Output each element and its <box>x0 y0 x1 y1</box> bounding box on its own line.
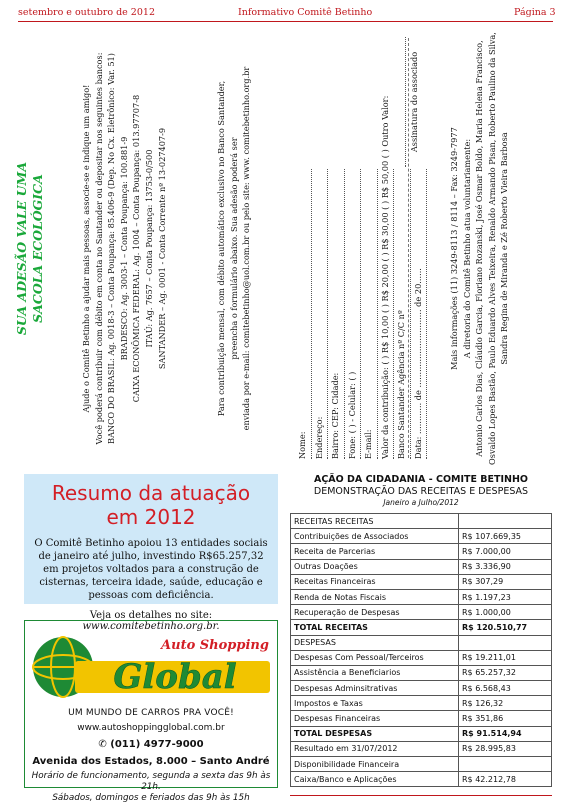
debit-line: Para contribuição mensal, com débito automático exclusivo no Banco Santander, <box>216 80 226 417</box>
slogan <box>14 30 46 467</box>
row-value: R$ 42.212,78 <box>459 772 552 787</box>
table-row <box>291 605 552 620</box>
table-row <box>291 589 552 604</box>
slogan-line-1: SUA ADESÃO VALE UMA <box>14 161 29 336</box>
email-field[interactable]: E-mail: <box>361 169 378 459</box>
row-value: R$ 1.000,00 <box>459 605 552 620</box>
row-label: DESPESAS <box>291 635 459 650</box>
row-value: R$ 1.197,23 <box>459 589 552 604</box>
brand-main: Global <box>113 657 237 697</box>
row-value <box>459 514 552 529</box>
row-label: Recuperação de Despesas <box>291 605 459 620</box>
adhesion-form-rotated <box>10 30 558 467</box>
statement-period: Janeiro a Julho/2012 <box>383 498 459 507</box>
bank-line: ITAÚ: Ag. 7657 – Conta Poupança: 13753-0/500 <box>143 149 154 348</box>
issue-date: setembro e outubro de 2012 <box>18 7 155 18</box>
debit-info <box>215 30 253 467</box>
row-label: Despesas Com Pessoal/Terceiros <box>291 650 459 665</box>
site-link[interactable]: www.comitebetinho.org.br. <box>82 621 220 632</box>
row-label: Outras Doações <box>291 559 459 574</box>
row-value <box>459 757 552 772</box>
row-value: R$ 120.510,77 <box>459 620 552 635</box>
slogan-line-2: SACOLA ECOLÓGICA <box>30 174 45 323</box>
row-label: Despesas Adminsitrativas <box>291 681 459 696</box>
row-value: R$ 107.669,35 <box>459 529 552 544</box>
adhesion-form-panel <box>10 30 558 467</box>
intro-line: Você poderá contribuir com débito em conta no Santander ou depositar nos seguintes bancos: <box>93 52 104 445</box>
contact-line: Sandra Regina de Miranda e Zé Roberto Vieira Barbosa <box>499 132 510 365</box>
table-row <box>291 620 552 635</box>
row-label: Despesas Financeiras <box>291 711 459 726</box>
table-row <box>291 741 552 756</box>
row-label: Receita de Parcerias <box>291 544 459 559</box>
table-row <box>291 514 552 529</box>
contact-line: Antonio Carlos Dias, Cláudio Garcia, Floriano Rozanski, José Osmar Boldo, Maria Helena Francisco, <box>474 40 485 457</box>
row-value: R$ 7.000,00 <box>459 544 552 559</box>
row-value: R$ 91.514,94 <box>459 726 552 741</box>
contact-line: A diretoria do Comitê Betinho atua voluntariamente: <box>461 138 472 359</box>
ad-url[interactable]: www.autoshoppingglobal.com.br <box>77 723 225 733</box>
cut-line <box>408 38 409 458</box>
row-label: RECEITAS RECEITAS <box>291 514 459 529</box>
globe-logo-icon <box>25 627 277 705</box>
row-label: Impostos e Taxas <box>291 696 459 711</box>
table-row <box>291 711 552 726</box>
district-field[interactable]: Bairro: CEP: Cidade: <box>328 169 345 459</box>
row-label: Receitas Financeiras <box>291 574 459 589</box>
hours-line-1: Horário de funcionamento, segunda a sexta das 9h às 21h. <box>31 771 271 792</box>
bank-line: CAIXA ECONÔMICA FEDERAL: Ag. 1004 – Conta Poupança: 013.97707-8 <box>131 94 142 403</box>
contact-info <box>448 30 511 467</box>
signature-label: Assinatura do associado <box>409 51 419 153</box>
row-value: R$ 6.568,43 <box>459 681 552 696</box>
phone-icon: ✆ <box>98 739 111 750</box>
table-row <box>291 544 552 559</box>
site-prefix: Veja os detalhes no site: <box>89 610 213 621</box>
row-value: R$ 28.995,83 <box>459 741 552 756</box>
table-row <box>291 681 552 696</box>
table-row <box>291 635 552 650</box>
table-row <box>291 650 552 665</box>
contribution-field[interactable]: Valor da contribuição: ( ) R$ 10,00 ( ) R$ 20,00 ( ) R$ 30,00 ( ) R$ 50,00 ( ) Outro Valor: <box>378 169 395 459</box>
table-row <box>291 559 552 574</box>
bank-line: SANTANDER – Ag. 0001 - Conta Corrente nº 13-027407-9 <box>156 127 167 370</box>
row-label: Caixa/Banco e Aplicações <box>291 772 459 787</box>
resumo-title-2: em 2012 <box>106 505 196 529</box>
phone-field[interactable]: Fone: ( ) - Celular: ( ) <box>345 169 362 459</box>
bank-line: BANCO DO BRASIL: Ag. 0018-3 – Conta Poupança: 85.406-9 (Dep. No Cx. Eletrônico: Var. 51) <box>106 53 117 444</box>
auto-shopping-ad <box>24 620 278 803</box>
hours-line-2: Sábados, domingos e feriados das 9h às 15h <box>52 793 250 803</box>
footer-rule <box>290 795 552 796</box>
resumo-body: O Comitê Betinho apoiou 13 entidades sociais de janeiro até julho, investindo R$65.257,32 em projetos voltados para a construção de cisternas, terceira idade, saúde, educação e pessoas com deficiência. <box>34 538 268 601</box>
table-row <box>291 757 552 772</box>
name-field[interactable]: Nome: <box>295 169 312 459</box>
contact-line: Mais informações (11) 3249-8113 / 8114 – Fax: 3249-7977 <box>449 127 459 370</box>
row-label: Contribuições de Associados <box>291 529 459 544</box>
row-value: R$ 3.336,90 <box>459 559 552 574</box>
row-label: Resultado em 31/07/2012 <box>291 741 459 756</box>
financial-statement <box>290 474 552 790</box>
date-field[interactable]: Data: ............ de .............................. de 20...... <box>411 169 428 459</box>
row-label: Assistência a Beneficiarios <box>291 665 459 680</box>
table-row <box>291 696 552 711</box>
bank-line: BRADESCO: Ag. 3003-1 – Conta Poupança: 100.881-9 <box>118 136 129 361</box>
phone-number: (011) 4977-9000 <box>110 739 204 750</box>
newsletter-title: Informativo Comitê Betinho <box>238 7 373 18</box>
debit-line: enviada por e-mail: comitebetinho@uol.com.br ou pelo site: www. comitebetinho.org.br <box>241 66 252 431</box>
table-row <box>291 726 552 741</box>
page-number: Página 3 <box>514 7 556 18</box>
page-header <box>0 0 567 24</box>
row-value: R$ 126,32 <box>459 696 552 711</box>
table-row <box>291 665 552 680</box>
debit-line: preencha o formulário abaixo. Sua adesão poderá ser <box>228 137 239 360</box>
row-value: R$ 65.257,32 <box>459 665 552 680</box>
bank-info <box>80 30 168 467</box>
ad-address: Avenida dos Estados, 8.000 – Santo André <box>32 756 270 767</box>
row-label: TOTAL RECEITAS <box>291 620 459 635</box>
brand-top: Auto Shopping <box>161 638 269 653</box>
row-value: R$ 19.211,01 <box>459 650 552 665</box>
intro-line: Ajude o Comitê Betinho a ajudar mais pessoas, associe-se e indique um amigo! <box>81 84 91 413</box>
ad-hours <box>25 771 277 804</box>
header-rule <box>18 21 553 22</box>
ad-slogan: UM MUNDO DE CARROS PRA VOCÊ! <box>68 708 234 718</box>
table-row <box>291 529 552 544</box>
table-row <box>291 574 552 589</box>
bank-account-field[interactable]: Banco Santander Agência nº C/C nº <box>394 169 411 459</box>
statement-table <box>290 513 552 787</box>
row-label: TOTAL DESPESAS <box>291 726 459 741</box>
statement-subtitle: DEMONSTRAÇÃO DAS RECEITAS E DESPESAS <box>313 486 529 497</box>
contact-line: Osvaldo Lopes Bastão, Paulo Eduardo Alves Teixeira, Renaldo Armando Pisan, Roberto Paulino da Silva, <box>486 32 497 465</box>
table-row <box>291 772 552 787</box>
resumo-box <box>24 474 278 632</box>
statement-title: AÇÃO DA CIDADANIA - COMITE BETINHO <box>313 474 529 485</box>
ad-phone <box>25 739 277 750</box>
row-value <box>459 635 552 650</box>
resumo-title: Resumo da atuação <box>51 481 251 505</box>
row-value: R$ 307,29 <box>459 574 552 589</box>
row-label: Renda de Notas Fiscais <box>291 589 459 604</box>
row-value: R$ 351,86 <box>459 711 552 726</box>
row-label: Disponibilidade Financeira <box>291 757 459 772</box>
address-field[interactable]: Endereço: <box>312 169 329 459</box>
